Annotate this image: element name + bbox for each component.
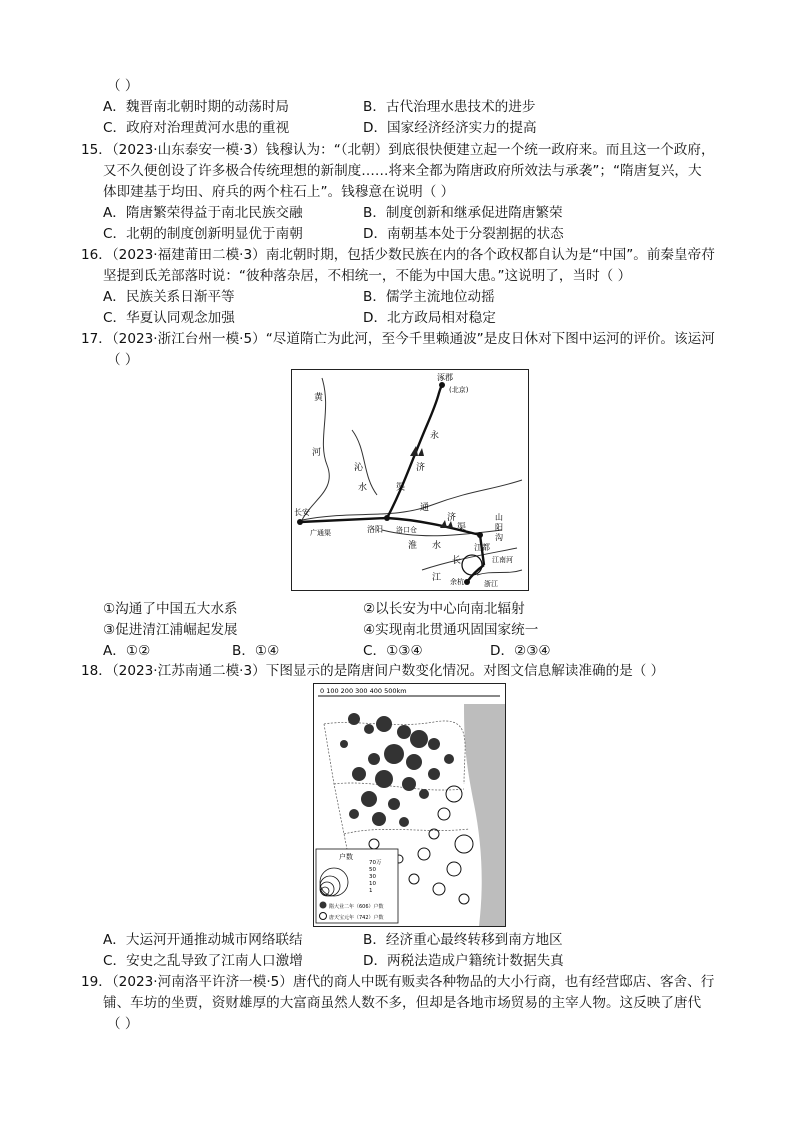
yellow-river-lower: [302, 480, 522, 520]
scale-label: 0 100 200 300 400 500km: [320, 687, 407, 695]
q19-stem-line-1: 19．（2023·河南洛平许济一模·5）唐代的商人中既有贩卖各种物品的大小行商，也有经营邸店、客舍、行: [81, 974, 715, 990]
q16-stem-line-1: 16．（2023·福建莆田二模·3）南北朝时期，包括少数民族在内的各个政权都自认为是“中国”。前秦皇帝苻: [81, 247, 715, 263]
label-zhejiang: 浙江: [484, 580, 498, 588]
label-qu2: 渠: [457, 523, 467, 533]
grand-canal-map-svg: [292, 370, 528, 590]
zhuojun-marker: [439, 382, 445, 388]
legend-sui-label: 隋大业二年（606）户数: [329, 904, 384, 910]
q14-answer-bracket: （ ）: [107, 78, 139, 94]
nanjing-marker: [462, 555, 482, 575]
q16-option-b[interactable]: B．儒学主流地位动摇: [363, 289, 495, 305]
q17-option-c[interactable]: C．①③④: [363, 643, 423, 659]
label-ji2: 济: [447, 513, 457, 523]
label-yuhang: 余杭: [450, 578, 464, 586]
label-he: 河: [312, 448, 322, 458]
luoyang-marker: [384, 515, 390, 521]
household-map: [313, 683, 506, 927]
label-changan: 长安: [294, 508, 310, 517]
q17-statement-4: ④实现南北贯通巩固国家统一: [363, 622, 539, 638]
legend-box: [316, 849, 398, 923]
legend-value-50: 50: [369, 867, 376, 873]
label-shui2: 水: [432, 541, 442, 551]
q17-option-a[interactable]: A．①②: [103, 643, 151, 659]
label-zhuojun: 涿郡: [437, 373, 453, 382]
q15-option-d[interactable]: D．南朝基本处于分裂割据的状态: [363, 226, 564, 242]
q18-stem-line-1: 18．（2023·江苏南通二模·3）下图显示的是隋唐间户数变化情况。对图文信息解读准确的是（ ）: [81, 663, 665, 679]
q19-stem-line-3: （ ）: [107, 1016, 139, 1032]
q17-statement-3: ③促进清江浦崛起发展: [103, 622, 238, 638]
yuhang-marker: [464, 579, 470, 585]
label-beijing: (北京): [449, 386, 469, 394]
label-shui: 水: [358, 483, 368, 493]
q17-stem-line-1: 17．（2023·浙江台州一模·5）“尽道隋亡为此河，至今千里赖通波”是皮日休对下图中运河的评价。该运河: [81, 331, 715, 347]
legend-value-1: 1: [369, 888, 373, 894]
label-guangtong: 广通渠: [310, 529, 331, 537]
label-yong: 永: [430, 431, 440, 441]
q18-option-d[interactable]: D．两税法造成户籍统计数据失真: [363, 953, 564, 969]
sui-household-markers: [340, 713, 454, 827]
legend-value-70: 70万: [369, 860, 382, 866]
legend-value-30: 30: [369, 874, 376, 880]
q18-option-a[interactable]: A．大运河开通推动城市网络联结: [103, 932, 303, 948]
q15-option-a[interactable]: A．隋唐繁荣得益于南北民族交融: [103, 205, 303, 221]
q15-stem-line-1: 15．（2023·山东泰安一模·3）钱穆认为：“（北朝）到底很快便建立起一个统一政府来。而且这一个政府，: [81, 142, 715, 158]
label-jiangdu: 江都: [474, 543, 490, 552]
label-yang: 阳: [495, 523, 503, 532]
jiangdu-marker: [477, 532, 483, 538]
q14-option-b[interactable]: B．古代治理水患技术的进步: [363, 99, 536, 115]
q14-option-c[interactable]: C．政府对治理黄河水患的重视: [103, 120, 290, 136]
q18-option-c[interactable]: C．安史之乱导致了江南人口激增: [103, 953, 303, 969]
label-qu: 渠: [396, 483, 406, 493]
q17-stem-line-2: （ ）: [107, 352, 139, 368]
label-gou: 沟: [495, 533, 503, 542]
label-chang: 长: [452, 556, 462, 566]
q16-option-a[interactable]: A．民族关系日渐平等: [103, 289, 235, 305]
q17-statement-2: ②以长安为中心向南北辐射: [363, 601, 525, 617]
label-yellow: 黄: [314, 393, 324, 403]
label-shan: 山: [495, 513, 503, 522]
label-luoyang: 洛阳: [367, 525, 383, 534]
q16-option-c[interactable]: C．华夏认同观念加强: [103, 310, 235, 326]
q17-option-b[interactable]: B．①④: [232, 643, 280, 659]
label-huai: 淮: [408, 541, 418, 551]
legend-sui-swatch: [320, 902, 327, 909]
q15-option-c[interactable]: C．北朝的制度创新明显优于南朝: [103, 226, 303, 242]
label-qin: 沁: [354, 463, 364, 473]
q14-option-d[interactable]: D．国家经济经济实力的提高: [363, 120, 537, 136]
q15-stem-line-2: 又不久便创设了许多极合传统理想的新制度……将来全都为隋唐政府所效法与承袭”；“隋唐复兴，大: [103, 163, 702, 179]
label-luokou: 洛口仓: [396, 526, 417, 534]
q17-option-d[interactable]: D．②③④: [490, 643, 551, 659]
changan-marker: [297, 519, 303, 525]
label-jiang: 江: [432, 573, 442, 583]
label-tong: 通: [420, 503, 430, 513]
legend-tang-label: 唐天宝元年（742）户数: [329, 915, 384, 921]
zhe-river: [477, 570, 522, 575]
label-ji: 济: [416, 463, 426, 473]
q16-stem-line-2: 坚提到氐羌部落时说：“彼种落杂居，不相统一，不能为中国大患。”这说明了，当时（ ）: [103, 268, 632, 284]
label-jiangnan: 江南河: [492, 556, 513, 564]
q18-option-b[interactable]: B．经济重心最终转移到南方地区: [363, 932, 563, 948]
q19-stem-line-2: 铺、车坊的坐贾，资财雄厚的大富商虽然人数不多，但却是各地市场贸易的主宰人物。这反映了唐代: [103, 995, 702, 1011]
legend-title: 户数: [339, 853, 353, 861]
q15-stem-line-3: 体即建基于均田、府兵的两个柱石上”。钱穆意在说明（ ）: [103, 184, 455, 200]
q17-statement-1: ①沟通了中国五大水系: [103, 601, 238, 617]
q16-option-d[interactable]: D．北方政局相对稳定: [363, 310, 496, 326]
q15-option-b[interactable]: B．制度创新和继承促进隋唐繁荣: [363, 205, 563, 221]
sea-area: [464, 704, 505, 926]
legend-value-10: 10: [369, 881, 376, 887]
household-map-svg: [314, 684, 505, 926]
grand-canal-map: [291, 369, 529, 591]
q14-option-a[interactable]: A．魏晋南北朝时期的动荡时局: [103, 99, 290, 115]
